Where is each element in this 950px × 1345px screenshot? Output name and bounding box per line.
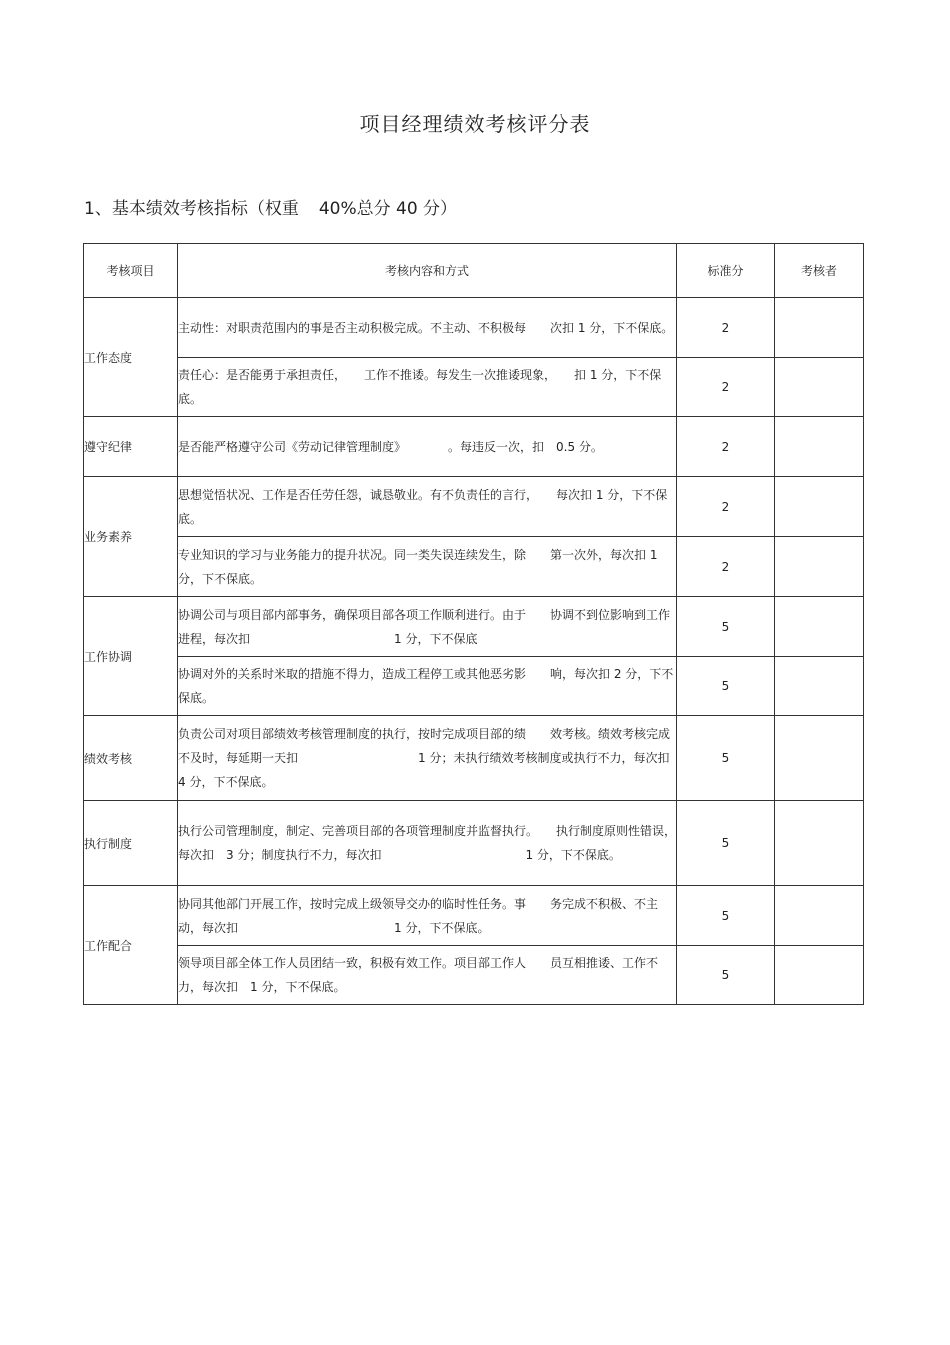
grader-cell[interactable]	[775, 298, 864, 358]
table-row	[84, 716, 864, 801]
grader-cell[interactable]	[775, 657, 864, 716]
grader-cell[interactable]	[775, 358, 864, 417]
score-cell: 2	[677, 417, 775, 477]
score-cell: 2	[677, 537, 775, 597]
grader-cell[interactable]	[775, 477, 864, 537]
table-row	[84, 358, 864, 417]
evaluation-table	[83, 243, 864, 1005]
grader-cell[interactable]	[775, 886, 864, 946]
content-cell: 责任心：是否能勇于承担责任， 工作不推诿。每发生一次推诿现象， 扣 1 分，下不保底。	[178, 358, 677, 417]
content-cell: 执行公司管理制度，制定、完善项目部的各项管理制度并监督执行。 执行制度原则性错误，每次扣 3 分；制度执行不力，每次扣 1 分，下不保底。	[178, 801, 677, 886]
score-cell: 2	[677, 298, 775, 358]
score-cell: 2	[677, 477, 775, 537]
score-cell: 2	[677, 358, 775, 417]
header-standard-score: 标准分	[677, 244, 775, 298]
grader-cell[interactable]	[775, 537, 864, 597]
content-cell: 思想觉悟状况、工作是否任劳任怨，诚恳敬业。有不负责任的言行， 每次扣 1 分，下不保底。	[178, 477, 677, 537]
section-heading-part-a: 1、基本绩效考核指标（权重	[84, 199, 299, 219]
content-cell: 协调对外的关系时米取的措施不得力，造成工程停工或其他恶劣影 响，每次扣 2 分，下不保底。	[178, 657, 677, 716]
grader-cell[interactable]	[775, 801, 864, 886]
grader-cell[interactable]	[775, 716, 864, 801]
page-title: 项目经理绩效考核评分表	[359, 112, 591, 136]
header-content: 考核内容和方式	[178, 244, 677, 298]
section-heading-part-b: 40%总分 40 分）	[318, 199, 458, 219]
content-cell: 领导项目部全体工作人员团结一致，积极有效工作。项目部工作人 员互相推诿、工作不力，每次扣 1 分，下不保底。	[178, 946, 677, 1005]
grader-cell[interactable]	[775, 946, 864, 1005]
item-cell: 绩效考核	[84, 716, 178, 801]
item-cell: 业务素养	[84, 477, 178, 597]
content-cell: 主动性：对职责范围内的事是否主动积极完成。不主动、不积极每 次扣 1 分，下不保底。	[178, 298, 677, 358]
item-cell: 遵守纪律	[84, 417, 178, 477]
score-cell: 5	[677, 597, 775, 657]
table-row	[84, 886, 864, 946]
table-row	[84, 597, 864, 657]
item-cell: 工作态度	[84, 298, 178, 417]
item-cell: 工作协调	[84, 597, 178, 716]
table-row	[84, 657, 864, 716]
table-row	[84, 801, 864, 886]
grader-cell[interactable]	[775, 597, 864, 657]
header-grader: 考核者	[775, 244, 864, 298]
header-item: 考核项目	[84, 244, 178, 298]
score-cell: 5	[677, 657, 775, 716]
item-cell: 工作配合	[84, 886, 178, 1005]
score-cell: 5	[677, 716, 775, 801]
content-cell: 专业知识的学习与业务能力的提升状况。同一类失误连续发生，除 第一次外，每次扣 1 分，下不保底。	[178, 537, 677, 597]
table-header-row	[84, 244, 864, 298]
table-row	[84, 477, 864, 537]
section-heading	[84, 194, 457, 219]
content-cell: 协同其他部门开展工作，按时完成上级领导交办的临时性任务。事 务完成不积极、不主动，每次扣 1 分，下不保底。	[178, 886, 677, 946]
content-cell: 协调公司与项目部内部事务，确保项目部各项工作顺利进行。由于 协调不到位影响到工作进程，每次扣 1 分，下不保底	[178, 597, 677, 657]
content-cell: 负责公司对项目部绩效考核管理制度的执行，按时完成项目部的绩 效考核。绩效考核完成不及时，每延期一天扣 1 分；未执行绩效考核制度或执行不力，每次扣 4 分，下不保底。	[178, 716, 677, 801]
score-cell: 5	[677, 886, 775, 946]
table-row	[84, 417, 864, 477]
table-row	[84, 298, 864, 358]
grader-cell[interactable]	[775, 417, 864, 477]
item-cell: 执行制度	[84, 801, 178, 886]
table-row	[84, 537, 864, 597]
score-cell: 5	[677, 801, 775, 886]
score-cell: 5	[677, 946, 775, 1005]
content-cell: 是否能严格遵守公司《劳动记律管理制度》 。每违反一次，扣 0.5 分。	[178, 417, 677, 477]
table-row	[84, 946, 864, 1005]
